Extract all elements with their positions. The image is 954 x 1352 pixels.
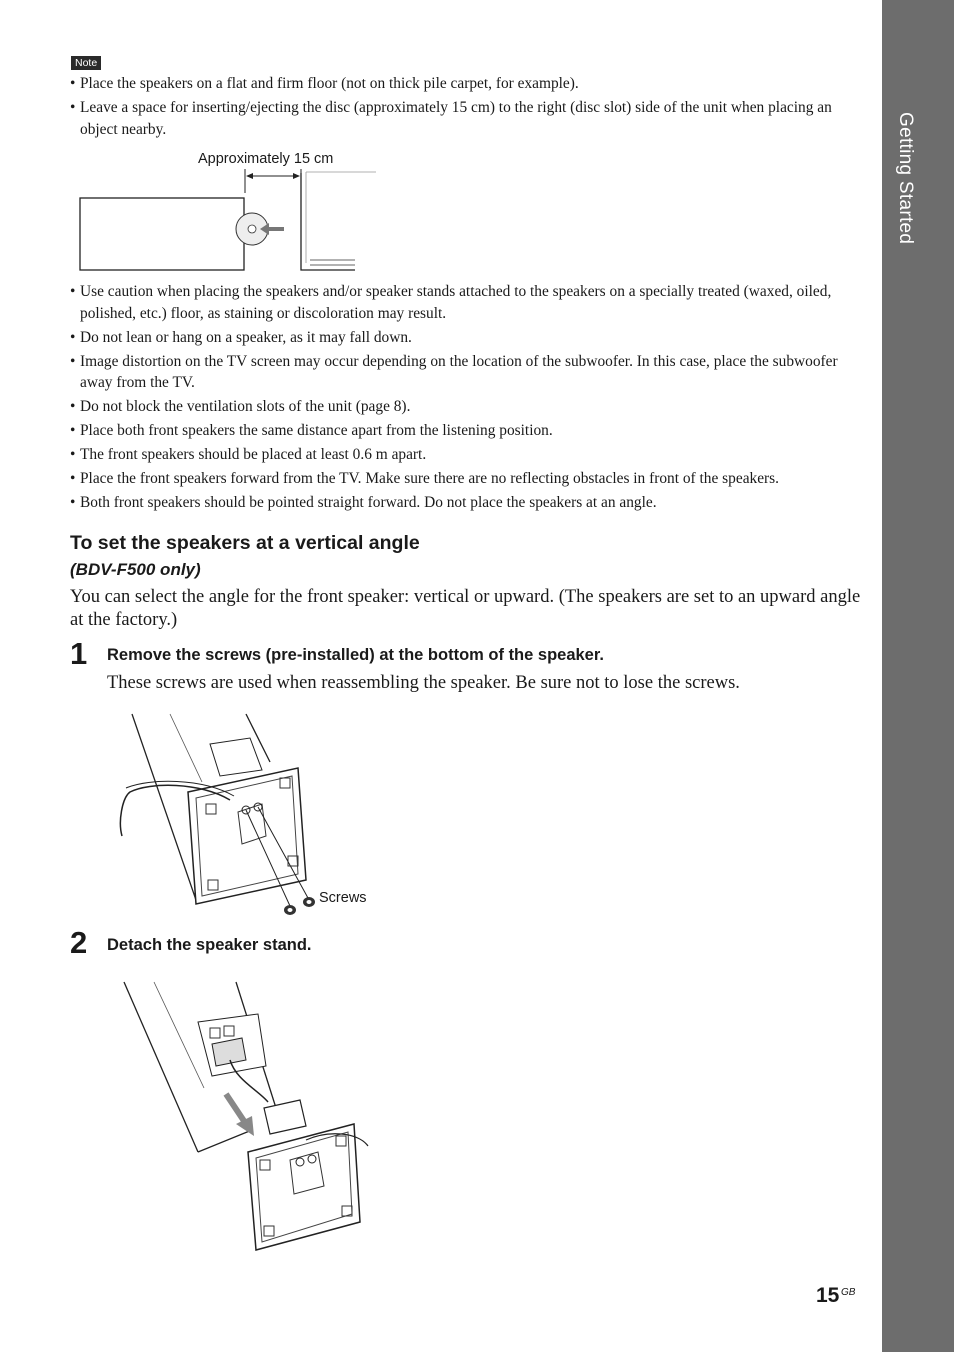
step-body: These screws are used when reassembling the speaker. Be sure not to lose the screws.: [107, 673, 740, 693]
speaker-body: [132, 714, 196, 900]
section-subheading: (BDV-F500 only): [70, 560, 201, 579]
side-tab: [882, 0, 954, 1352]
list-item: • Do not lean or hang on a speaker, as it may fall down.: [70, 327, 870, 349]
player-unit: [80, 198, 244, 270]
list-item: • Use caution when placing the speakers and/or speaker stands attached to the speakers on a specially treated (waxed, oiled, polished, etc.) floor, as staining or discoloration may result.: [70, 281, 870, 324]
list-item: • Both front speakers should be pointed straight forward. Do not place the speakers at an angle.: [70, 492, 870, 514]
step-number: 1: [70, 636, 88, 671]
list-item: • Place the front speakers forward from the TV. Make sure there are no reflecting obstacles in front of the speakers.: [70, 468, 870, 490]
note-list: [70, 73, 870, 143]
step-title: Remove the screws (pre-installed) at the bottom of the speaker.: [107, 646, 604, 664]
speaker-body: [124, 982, 198, 1152]
list-item: • Place both front speakers the same distance apart from the listening position.: [70, 420, 870, 442]
step-number: 2: [70, 925, 88, 960]
section-heading: To set the speakers at a vertical angle: [70, 532, 420, 554]
clearance-label: Approximately 15 cm: [198, 151, 334, 167]
dimension-arrow-left: [246, 173, 253, 179]
list-item: • The front speakers should be placed at least 0.6 m apart.: [70, 444, 870, 466]
screws-label: Screws: [319, 890, 367, 906]
step-title: Detach the speaker stand.: [107, 936, 312, 954]
speaker-stand: [248, 1124, 360, 1250]
screw-icon: [303, 897, 315, 907]
page-number: 15: [816, 1284, 840, 1307]
disc-clearance-diagram: [70, 145, 390, 280]
list-item: • Do not block the ventilation slots of the unit (page 8).: [70, 396, 870, 418]
note-badge: Note: [71, 56, 101, 70]
detach-arrow: [226, 1094, 246, 1124]
list-item: • Leave a space for inserting/ejecting the disc (approximately 15 cm) to the right (disc slot) side of the unit when placing an object nearby.: [70, 97, 870, 140]
dimension-arrow-right: [293, 173, 300, 179]
screws-diagram: [110, 712, 390, 927]
nearby-object: [301, 173, 355, 270]
side-tab-label: Getting Started: [895, 112, 916, 245]
page-suffix: GB: [841, 1287, 856, 1298]
screw-icon: [284, 905, 296, 915]
list-item: • Place the speakers on a flat and firm floor (not on thick pile carpet, for example).: [70, 73, 870, 95]
intro-paragraph: You can select the angle for the front speaker: vertical or upward. (The speakers are set to an upward angle at the factory.): [70, 587, 861, 630]
list-item: • Image distortion on the TV screen may occur depending on the location of the subwoofer. In this case, place the subwoofer away from the TV.: [70, 351, 870, 394]
detach-stand-diagram: [118, 980, 388, 1260]
cable-connector: [264, 1100, 306, 1134]
caution-list: [70, 281, 870, 516]
